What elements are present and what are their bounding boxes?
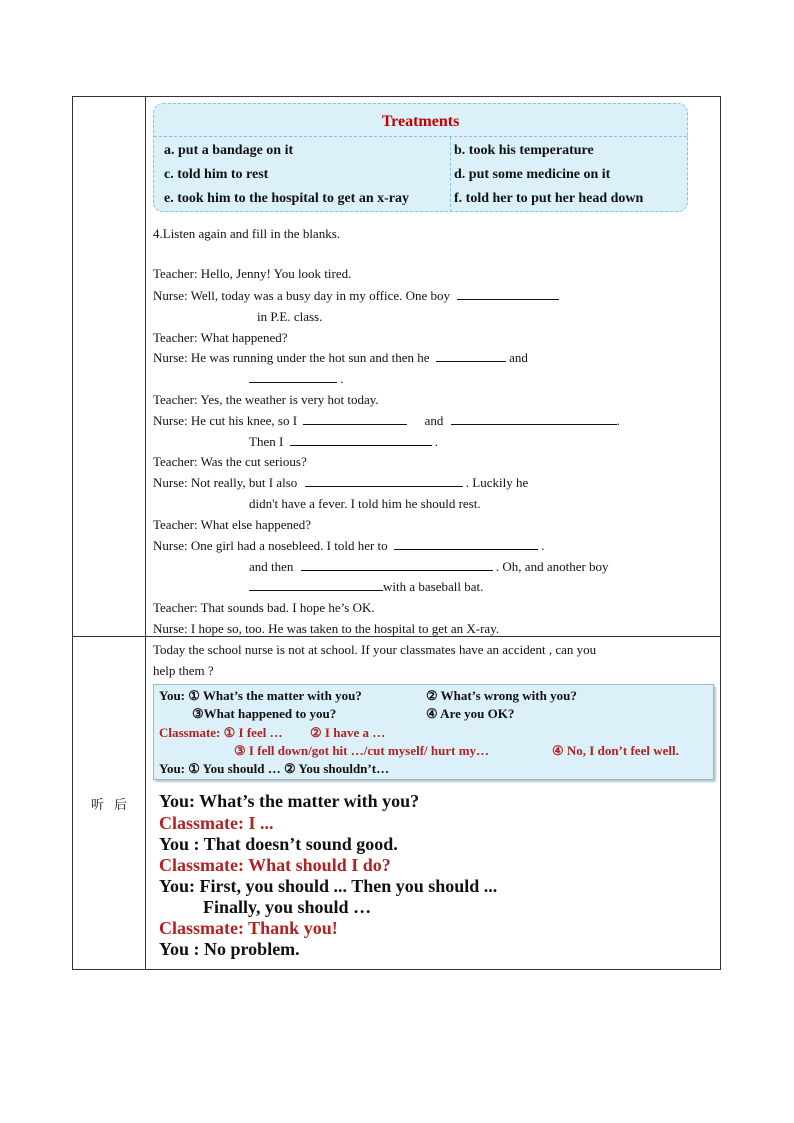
after-intro-line: help them ? <box>153 663 214 678</box>
dialog-line: . <box>249 371 344 387</box>
treatment-item-d: d. put some medicine on it <box>454 167 611 182</box>
dialog-text: Nurse: Well, today was a busy day in my office. One boy <box>153 288 451 303</box>
classmate-phrase: ④ No, I don’t feel well. <box>552 743 679 758</box>
listen-instruction: 4.Listen again and fill in the blanks. <box>153 226 341 241</box>
dialog-text: and <box>424 413 444 428</box>
fill-blank[interactable] <box>249 371 337 383</box>
side-label-cell <box>73 637 145 969</box>
fill-blank[interactable] <box>305 475 463 487</box>
you-phrase: You: ① What’s the matter with you? <box>159 688 362 703</box>
fill-blank[interactable] <box>451 413 617 425</box>
model-dialog-line: You : No problem. <box>159 939 300 959</box>
treatment-item-f: f. told her to put her head down <box>454 191 644 206</box>
dialog-line: didn't have a fever. I told him he should rest. <box>249 496 481 511</box>
dialog-line: Teacher: Yes, the weather is very hot today. <box>153 392 379 407</box>
dialog-text: with a baseball bat. <box>383 579 484 594</box>
model-dialog-line: You: First, you should ... Then you should ... <box>159 876 498 896</box>
fill-blank[interactable] <box>457 288 559 300</box>
treatments-column-divider <box>450 137 451 212</box>
dialog-text: . Luckily he <box>465 475 529 490</box>
fill-blank[interactable] <box>303 413 407 425</box>
dialog-line: Teacher: Was the cut serious? <box>153 454 307 469</box>
classmate-phrase: Classmate: ① I feel … <box>159 725 283 740</box>
you-phrase: ③What happened to you? <box>192 706 337 721</box>
dialog-text: . Oh, and another boy <box>495 559 609 574</box>
model-dialog-line: Classmate: Thank you! <box>159 918 338 938</box>
dialog-line: Teacher: That sounds bad. I hope he’s OK. <box>153 600 375 615</box>
fill-blank[interactable] <box>301 559 493 571</box>
treatments-header-divider <box>154 136 687 137</box>
dialog-line <box>153 288 559 304</box>
you-phrase: ② What’s wrong with you? <box>426 688 577 703</box>
model-dialog-line: You: What’s the matter with you? <box>159 791 420 811</box>
fill-blank[interactable] <box>290 434 432 446</box>
treatments-title: Treatments <box>381 113 460 130</box>
classmate-phrase: ③ I fell down/got hit …/cut myself/ hurt my… <box>234 743 490 758</box>
dialog-text: Nurse: Not really, but I also <box>153 475 298 490</box>
dialog-line: in P.E. class. <box>257 309 323 324</box>
treatment-item-b: b. took his temperature <box>454 143 594 158</box>
dialog-text: Then I <box>249 434 284 449</box>
worksheet-table <box>72 96 721 970</box>
model-dialog-line: Finally, you should … <box>203 897 372 917</box>
you-advice-phrase: You: ① You should … ② You shouldn’t… <box>159 761 390 776</box>
dialog-line: Nurse: I hope so, too. He was taken to the hospital to get an X-ray. <box>153 621 500 636</box>
fill-blank[interactable] <box>394 538 538 550</box>
dialog-line <box>249 559 609 575</box>
dialog-line <box>153 475 528 491</box>
dialog-text: Nurse: He cut his knee, so I <box>153 413 298 428</box>
dialog-text: and then <box>249 559 294 574</box>
you-phrase: ④ Are you OK? <box>426 706 515 721</box>
language-box <box>153 684 714 780</box>
classmate-phrase: ② I have a … <box>310 725 386 740</box>
dialog-text: Nurse: One girl had a nosebleed. I told her to <box>153 538 388 553</box>
after-intro-line: Today the school nurse is not at school. If your classmates have an accident , can you <box>153 642 597 657</box>
fill-blank[interactable] <box>436 350 506 362</box>
fill-blank[interactable] <box>249 579 383 591</box>
side-label: 听后 <box>90 797 137 813</box>
dialog-line: Teacher: Hello, Jenny! You look tired. <box>153 266 352 281</box>
treatment-item-e: e. took him to the hospital to get an x-ray <box>164 191 409 206</box>
model-dialog-line: Classmate: What should I do? <box>159 855 391 875</box>
dialog-line: Teacher: What else happened? <box>153 517 312 532</box>
dialog-line: Nurse: He cut his knee, so I and . <box>153 413 620 428</box>
dialog-line: Nurse: One girl had a nosebleed. I told her to . <box>153 538 545 553</box>
dialog-line <box>249 579 483 595</box>
treatment-item-c: c. told him to rest <box>164 167 269 182</box>
dialog-line: Then I . <box>249 434 439 449</box>
dialog-text: Nurse: He was running under the hot sun and then he <box>153 350 430 365</box>
model-dialog-line: Classmate: I ... <box>159 813 274 833</box>
dialog-line <box>153 350 528 366</box>
dialog-line: Teacher: What happened? <box>153 330 288 345</box>
column-divider <box>145 97 146 969</box>
treatments-box <box>153 103 688 212</box>
treatment-item-a: a. put a bandage on it <box>164 143 294 158</box>
dialog-text: and <box>509 350 528 365</box>
model-dialog-line: You : That doesn’t sound good. <box>159 834 398 854</box>
